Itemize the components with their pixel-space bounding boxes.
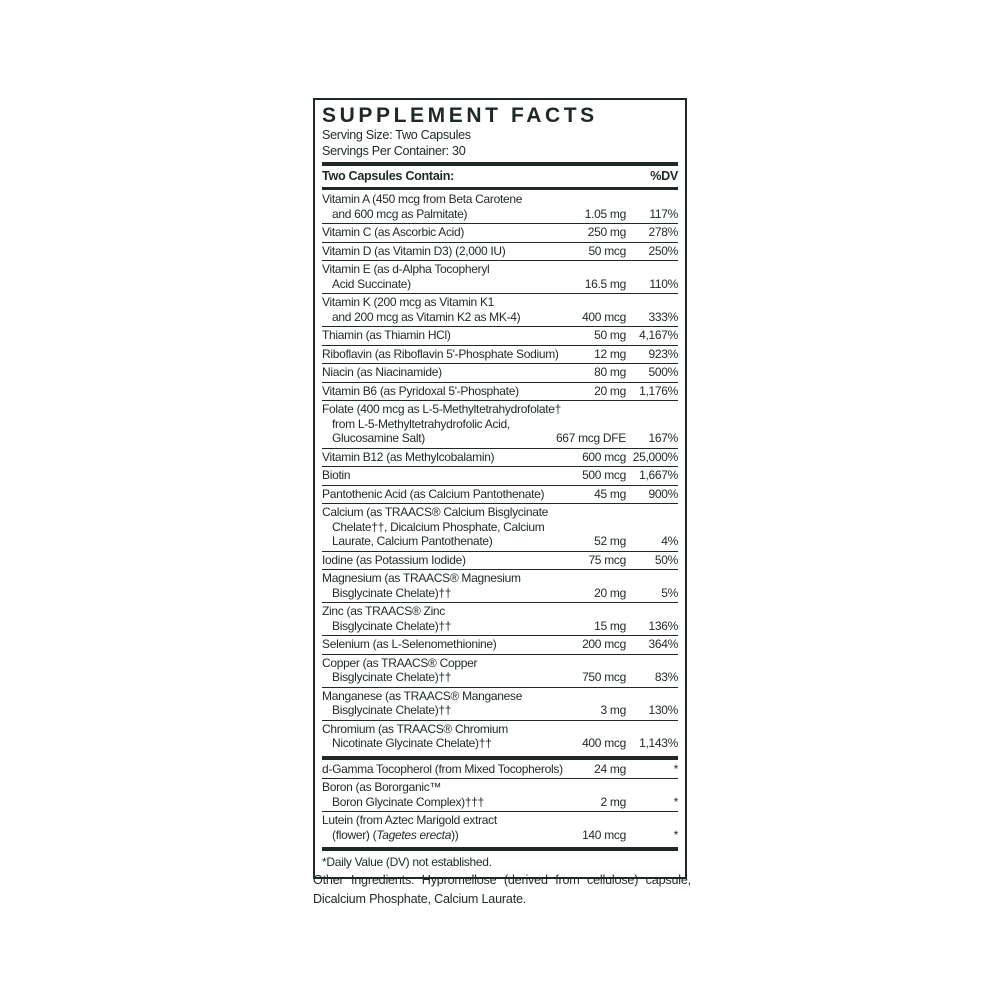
nutrient-amount: 50 mcg (588, 243, 626, 258)
nutrient-name-line: Boron Glycinate Complex)††† (332, 794, 484, 809)
nutrient-amount: 80 mg (594, 365, 626, 379)
nutrient-values (546, 365, 678, 380)
nutrient-amount: 16.5 mg (584, 276, 626, 291)
nutrient-name-line: and 200 mcg as Vitamin K2 as MK-4) (332, 309, 521, 324)
nutrient-dv: * (673, 761, 678, 776)
nutrient-name-line: Calcium (as TRAACS® Calcium Bisglycinate (322, 505, 549, 519)
nutrient-name-line: Vitamin E (as d-Alpha Tocopheryl (322, 262, 490, 276)
nutrient-dv: 364% (648, 637, 678, 651)
nutrient-values (546, 225, 678, 240)
nutrient-amount: 52 mg (594, 534, 626, 548)
nutrient-name-line: Bisglycinate Chelate)†† (332, 703, 452, 717)
nutrient-row (322, 551, 678, 570)
nutrient-row (322, 293, 678, 326)
nutrient-amount: 250 mg (587, 225, 626, 239)
nutrient-amount: 45 mg (594, 486, 626, 501)
nutrient-values (546, 328, 678, 343)
nutrient-name-line: Biotin (322, 468, 351, 482)
nutrient-row (322, 485, 678, 504)
divider-thick-middle (322, 756, 678, 760)
nutrient-values (546, 703, 678, 718)
nutrient-row (322, 503, 678, 551)
nutrient-name-line: Iodine (as Potassium Iodide) (322, 552, 466, 567)
nutrient-values (546, 670, 678, 685)
nutrient-name-line: Thiamin (as Thiamin HCl) (322, 328, 451, 342)
nutrient-name-line: Chromium (as TRAACS® Chromium (322, 721, 508, 736)
nutrient-name-line: Bisglycinate Chelate)†† (332, 670, 452, 684)
nutrient-row (322, 466, 678, 485)
nutrient-dv: 117% (649, 206, 678, 221)
serving-size: Serving Size: Two Capsules (322, 128, 471, 142)
nutrient-amount: 1.05 mg (584, 206, 626, 221)
nutrient-dv: 83% (654, 670, 678, 684)
nutrient-amount: 400 mcg (582, 309, 626, 324)
nutrient-row (322, 223, 678, 242)
nutrient-dv: 4,167% (639, 328, 678, 342)
nutrient-row (322, 761, 678, 779)
nutrient-amount: 400 mcg (582, 736, 626, 750)
nutrient-row (322, 687, 678, 720)
nutrient-name-line: Riboflavin (as Riboflavin 5'-Phosphate Sodium) (322, 346, 559, 361)
nutrient-name-line: Boron (as Bororganic™ (322, 780, 442, 794)
nutrient-name-line: Magnesium (as TRAACS® Magnesium (322, 571, 521, 585)
nutrient-values (546, 828, 678, 843)
nutrient-dv: 50% (654, 552, 678, 567)
nutrient-table-main (322, 191, 678, 753)
nutrient-dv: 1,143% (639, 736, 678, 750)
nutrient-name-line: Acid Succinate) (332, 276, 411, 291)
nutrient-amount: 667 mcg DFE (555, 431, 626, 445)
nutrient-dv: 25,000% (632, 449, 678, 464)
nutrient-dv: 500% (648, 365, 678, 379)
nutrient-row (322, 382, 678, 401)
nutrient-dv: 923% (648, 346, 678, 361)
nutrient-name-line: Nicotinate Glycinate Chelate)†† (332, 736, 492, 750)
columns-header-dv: %DV (650, 169, 678, 183)
nutrient-name-line: Chelate††, Dicalcium Phosphate, Calcium (332, 519, 545, 534)
nutrient-row (322, 191, 678, 223)
nutrient-name-line: Copper (as TRAACS® Copper (322, 655, 478, 670)
nutrient-dv: 333% (648, 309, 678, 324)
nutrient-values (546, 534, 678, 549)
nutrient-name-line: Folate (400 mcg as L-5-Methyltetrahydrofolate† (322, 402, 561, 416)
servings-per-container: Servings Per Container: 30 (322, 143, 466, 158)
nutrient-name-line: Vitamin B12 (as Methylcobalamin) (322, 449, 495, 464)
nutrient-row (322, 635, 678, 654)
nutrient-dv: 110% (649, 276, 678, 291)
nutrient-name-line: Manganese (as TRAACS® Manganese (322, 688, 523, 703)
nutrient-dv: 167% (648, 431, 678, 445)
nutrient-dv: 1,667% (639, 468, 678, 482)
nutrient-amount: 15 mg (594, 618, 626, 633)
nutrient-values (546, 244, 678, 259)
nutrient-dv: * (673, 794, 678, 809)
nutrient-dv: 136% (648, 618, 678, 633)
nutrient-amount: 24 mg (594, 761, 626, 776)
nutrient-row (322, 260, 678, 293)
nutrient-name-line: Selenium (as L-Selenomethionine) (322, 637, 497, 651)
other-ingredients: Other Ingredients: Hypromellose (derived from cellulose) capsule, Dicalcium Phosphate, Calcium Laurate. (313, 873, 691, 906)
nutrient-amount: 20 mg (594, 585, 626, 600)
nutrient-values (546, 586, 678, 601)
nutrient-name-line: (flower) (Tagetes erecta)) (332, 827, 459, 842)
nutrient-dv: 1,176% (639, 383, 678, 398)
nutrient-values (546, 431, 678, 446)
nutrient-name-line: Vitamin B6 (as Pyridoxal 5'-Phosphate) (322, 383, 519, 398)
nutrient-name-line: Vitamin K (200 mcg as Vitamin K1 (322, 295, 495, 309)
nutrient-row (322, 720, 678, 753)
nutrient-dv: 130% (648, 703, 678, 717)
nutrient-values (546, 553, 678, 568)
nutrient-row (322, 345, 678, 364)
nutrient-name-line: Vitamin D (as Vitamin D3) (2,000 IU) (322, 243, 506, 258)
divider-thick-bottom (322, 847, 678, 851)
nutrient-name-line: from L-5-Methyltetrahydrofolic Acid, (332, 416, 510, 431)
panel-title: SUPPLEMENT FACTS (322, 104, 598, 127)
nutrient-values (546, 736, 678, 751)
nutrient-amount: 20 mg (594, 383, 626, 398)
nutrient-values (546, 637, 678, 652)
nutrient-values (546, 207, 678, 222)
nutrient-amount: 140 mcg (582, 827, 626, 842)
nutrient-row (322, 326, 678, 345)
nutrient-row (322, 448, 678, 467)
nutrient-amount: 500 mcg (582, 468, 626, 482)
nutrient-name-line: d-Gamma Tocopherol (from Mixed Tocopherols) (322, 761, 563, 776)
nutrient-dv: 278% (648, 225, 678, 239)
divider-thick-top (322, 162, 678, 166)
nutrient-row (322, 654, 678, 687)
nutrient-values (546, 619, 678, 634)
nutrient-values (546, 468, 678, 483)
nutrient-amount: 50 mg (594, 328, 626, 342)
columns-header-left: Two Capsules Contain: (322, 169, 455, 183)
nutrient-name-line: Vitamin A (450 mcg from Beta Carotene (322, 192, 523, 206)
nutrient-row (322, 778, 678, 811)
nutrient-name-line: Laurate, Calcium Pantothenate) (332, 534, 493, 548)
nutrient-values (546, 487, 678, 502)
nutrient-dv: 4% (661, 534, 678, 548)
nutrient-row (322, 602, 678, 635)
nutrient-values (546, 310, 678, 325)
nutrient-row (322, 569, 678, 602)
nutrient-table-secondary (322, 761, 678, 845)
columns-header (322, 167, 678, 186)
nutrient-name-line: Vitamin C (as Ascorbic Acid) (322, 225, 465, 239)
nutrient-amount: 2 mg (600, 794, 626, 809)
nutrient-dv: 250% (648, 243, 678, 258)
nutrient-row (322, 811, 678, 844)
nutrient-values (546, 347, 678, 362)
nutrient-row (322, 242, 678, 261)
nutrient-row (322, 363, 678, 382)
nutrient-name-line: and 600 mcg as Palmitate) (332, 206, 468, 221)
nutrient-amount: 3 mg (600, 703, 626, 717)
nutrient-name-line: Zinc (as TRAACS® Zinc (322, 604, 446, 618)
nutrient-dv: 900% (648, 486, 678, 501)
nutrient-amount: 12 mg (594, 346, 626, 361)
nutrient-name-line: Glucosamine Salt) (332, 431, 425, 445)
nutrient-row (322, 400, 678, 448)
nutrient-amount: 750 mcg (582, 670, 626, 684)
nutrient-amount: 200 mcg (582, 637, 626, 651)
nutrient-values (546, 795, 678, 810)
nutrient-dv: * (673, 827, 678, 842)
nutrient-values (546, 762, 678, 777)
nutrient-values (546, 450, 678, 465)
nutrient-name-line: Pantothenic Acid (as Calcium Pantothenate) (322, 486, 545, 501)
divider-medium (322, 187, 678, 190)
nutrient-amount: 600 mcg (582, 449, 626, 464)
nutrient-values (546, 277, 678, 292)
nutrient-dv: 5% (661, 585, 678, 600)
supplement-facts-panel (313, 98, 687, 879)
nutrient-values (546, 384, 678, 399)
nutrient-name-line: Niacin (as Niacinamide) (322, 365, 442, 379)
nutrient-name-line: Bisglycinate Chelate)†† (332, 585, 452, 600)
nutrient-name-line: Bisglycinate Chelate)†† (332, 618, 452, 633)
daily-value-footnote: *Daily Value (DV) not established. (322, 855, 492, 869)
nutrient-amount: 75 mcg (588, 552, 626, 567)
nutrient-name-line: Lutein (from Aztec Marigold extract (322, 813, 497, 827)
